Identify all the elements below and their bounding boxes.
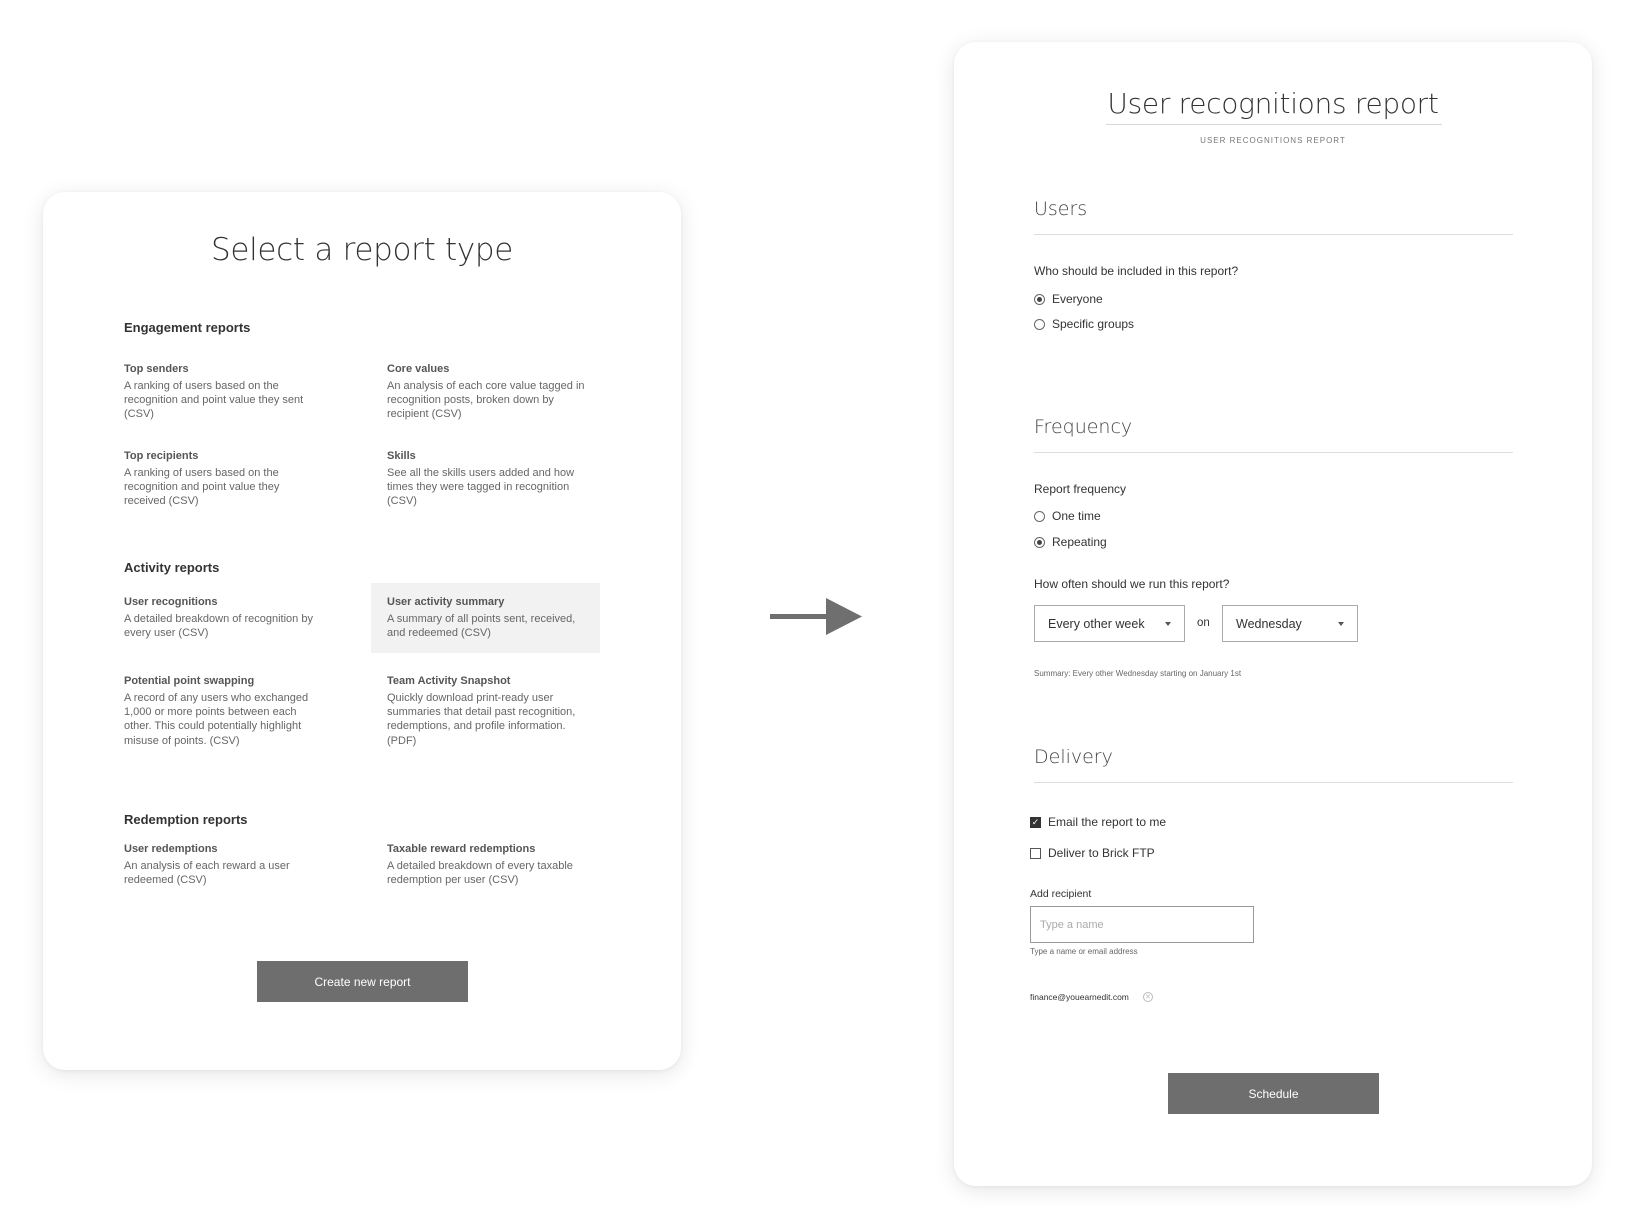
- radio-label: Everyone: [1052, 292, 1103, 306]
- report-option-title: Team Activity Snapshot: [387, 675, 511, 687]
- report-option-potential-point-swapping[interactable]: [124, 674, 324, 748]
- report-option-desc: An analysis of each core value tagged in recognition posts, broken down by recipient (CSV): [387, 380, 585, 421]
- close-circle-icon[interactable]: ✕: [1143, 992, 1153, 1002]
- report-option-desc: A detailed breakdown of recognition by every user (CSV): [124, 613, 313, 640]
- report-option-title: Skills: [387, 450, 416, 462]
- report-option-skills[interactable]: [387, 449, 587, 509]
- report-option-title: User activity summary: [387, 596, 505, 608]
- add-recipient-label: Add recipient: [1030, 888, 1092, 900]
- report-option-desc: A record of any users who exchanged 1,000 or more points between each other. This could potentially highlight misuse of points. (CSV): [124, 692, 309, 747]
- report-option-title: Top recipients: [124, 450, 199, 462]
- checkbox-email-report[interactable]: [1030, 815, 1166, 829]
- radio-unselected-icon[interactable]: [1034, 511, 1045, 522]
- report-option-desc: A detailed breakdown of every taxable redemption per user (CSV): [387, 860, 573, 887]
- radio-label: One time: [1052, 509, 1101, 523]
- radio-specific-groups[interactable]: [1034, 317, 1134, 331]
- recipient-email: finance@youearnedit.com: [1030, 992, 1129, 1002]
- checkbox-brick-ftp[interactable]: [1030, 846, 1155, 860]
- report-option-title: Core values: [387, 363, 450, 375]
- title-divider: [1106, 124, 1442, 125]
- schedule-button[interactable]: Schedule: [1168, 1073, 1379, 1114]
- report-option-title: Potential point swapping: [124, 675, 255, 687]
- report-option-core-values[interactable]: [387, 362, 587, 422]
- users-divider: [1034, 234, 1513, 235]
- radio-label: Specific groups: [1052, 317, 1135, 331]
- checkbox-label: Deliver to Brick FTP: [1048, 846, 1155, 860]
- report-option-desc: An analysis of each reward a user redeemed (CSV): [124, 860, 290, 887]
- caret-down-icon: [1165, 622, 1171, 626]
- recipient-chip: [1030, 992, 1153, 1002]
- frequency-question: Report frequency: [1034, 482, 1127, 496]
- section-title-activity: Activity reports: [124, 560, 220, 575]
- radio-selected-icon[interactable]: [1034, 537, 1045, 548]
- report-option-team-activity-snapshot[interactable]: [387, 674, 587, 748]
- report-option-desc: A ranking of users based on the recognition and point value they sent (CSV): [124, 380, 304, 421]
- how-often-label: How often should we run this report?: [1034, 577, 1230, 591]
- caret-down-icon: [1338, 622, 1344, 626]
- form-title: User recognitions report: [1107, 87, 1439, 120]
- report-form-panel: [954, 42, 1592, 1186]
- report-type-panel: [43, 192, 681, 1070]
- frequency-heading: Frequency: [1034, 416, 1133, 438]
- report-option-title: Top senders: [124, 363, 189, 375]
- radio-unselected-icon[interactable]: [1034, 319, 1045, 330]
- checkbox-checked-icon[interactable]: ✓: [1031, 816, 1040, 827]
- radio-label: Repeating: [1052, 535, 1107, 549]
- report-option-desc: A ranking of users based on the recognition and point value they received (CSV): [124, 467, 280, 508]
- report-option-user-redemptions[interactable]: [124, 842, 304, 887]
- recipient-input[interactable]: [1030, 906, 1254, 943]
- radio-repeating[interactable]: [1034, 535, 1107, 549]
- recipient-hint: Type a name or email address: [1030, 947, 1138, 956]
- report-option-title: User redemptions: [124, 843, 218, 855]
- section-title-engagement: Engagement reports: [124, 320, 251, 335]
- report-option-user-recognitions[interactable]: [124, 595, 329, 640]
- report-option-title: User recognitions: [124, 596, 218, 608]
- report-option-top-senders[interactable]: [124, 362, 334, 422]
- checkbox-label: Email the report to me: [1048, 815, 1167, 829]
- create-new-report-button[interactable]: Create new report: [257, 961, 468, 1002]
- right-arrow-icon: [770, 597, 865, 637]
- interval-select-value: Every other week: [1048, 616, 1145, 631]
- on-label: on: [1197, 617, 1210, 629]
- report-option-desc: Quickly download print-ready user summaries that detail past recognition, redemptions, and profile information. (PDF): [387, 692, 576, 747]
- radio-one-time[interactable]: [1034, 509, 1101, 523]
- delivery-heading: Delivery: [1034, 746, 1113, 768]
- frequency-summary: Summary: Every other Wednesday starting on January 1st: [1034, 669, 1242, 678]
- day-select-value: Wednesday: [1236, 616, 1302, 631]
- frequency-divider: [1034, 452, 1513, 453]
- report-option-text: [387, 595, 587, 640]
- interval-select[interactable]: [1034, 605, 1185, 642]
- delivery-divider: [1034, 782, 1513, 783]
- day-select[interactable]: [1222, 605, 1358, 642]
- users-question: Who should be included in this report?: [1034, 264, 1239, 278]
- report-option-desc: See all the skills users added and how times they were tagged in recognition (CSV): [387, 467, 575, 508]
- report-option-taxable-reward-redemptions[interactable]: [387, 842, 587, 887]
- checkbox-unchecked-icon[interactable]: [1030, 848, 1041, 859]
- report-option-desc: A summary of all points sent, received, and redeemed (CSV): [387, 613, 576, 640]
- report-option-top-recipients[interactable]: [124, 449, 300, 509]
- panel-title: Select a report type: [210, 232, 514, 268]
- radio-selected-icon[interactable]: [1034, 294, 1045, 305]
- users-heading: Users: [1034, 198, 1088, 220]
- section-title-redemption: Redemption reports: [124, 812, 248, 827]
- form-subtitle: USER RECOGNITIONS REPORT: [1200, 136, 1346, 145]
- report-option-title: Taxable reward redemptions: [387, 843, 536, 855]
- radio-everyone[interactable]: [1034, 292, 1103, 306]
- report-option-user-activity-summary[interactable]: [371, 583, 600, 653]
